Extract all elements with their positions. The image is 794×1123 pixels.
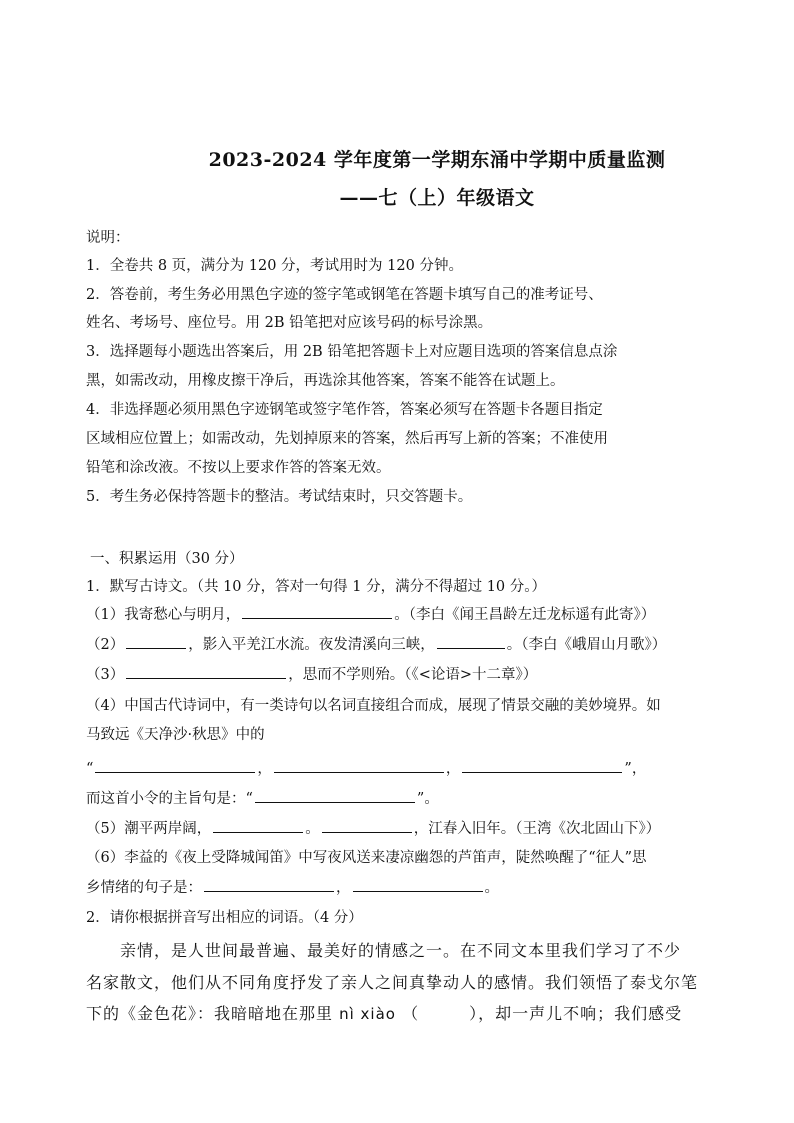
answer-blank[interactable] [255,788,415,803]
text: 下的《金色花》：我暗暗地在那里 [86,1004,334,1023]
instruction-line: 4．非选择题必须用黑色字迹钢笔或签字笔作答，答案必须写在答题卡各题目指定 [86,402,603,418]
text: ， [445,761,461,777]
question-1-part-6-cont [86,877,499,898]
question-2-paragraph [86,1004,682,1024]
answer-blank[interactable] [126,664,286,679]
text: “ [86,761,94,777]
text: ，影入平羌江水流。夜发清溪向三峡， [188,637,435,653]
answer-blank[interactable] [242,604,392,619]
question-1-part-1 [86,604,655,625]
text: （ [402,1004,420,1023]
instruction-line: 区域相应位置上；如需改动，先划掉原来的答案，然后再写上新的答案；不准使用 [86,431,608,447]
question-1-stem: 1．默写古诗文。（共 10 分，答对一句得 1 分，满分不得超过 10 分。） [86,579,547,595]
question-1-part-5 [86,818,660,839]
answer-blank[interactable] [274,758,444,773]
answer-blank[interactable] [462,758,622,773]
question-1-part-4-cont: 马致远《天净沙·秋思》中的 [86,727,265,743]
question-1-part-4-blanks [86,758,646,779]
text: （1）我寄愁心与明月， [86,607,241,623]
text: 而这首小令的主旨句是：“ [86,791,253,807]
answer-blank[interactable] [95,758,255,773]
answer-blank[interactable] [204,877,334,892]
question-1-part-4: （4）中国古代诗词中，有一类诗句以名词直接组合而成，展现了情景交融的美妙境界。如 [86,698,661,714]
text: 。（李白《闻王昌龄左迁龙标遥有此寄》） [394,607,656,623]
question-2-paragraph: 名家散文，他们从不同角度抒发了亲人之间真挚动人的感情。我们领悟了泰戈尔笔 [86,973,699,992]
text: ，江春入旧年。（王湾《次北固山下》） [413,821,661,837]
text: ”。 [416,791,439,807]
question-1-part-2 [86,634,666,655]
text: ， [257,761,272,777]
page-subtitle: ——七（上）年级语文 [339,187,535,209]
instruction-line: 1．全卷共 8 页，满分为 120 分，考试用时为 120 分钟。 [86,258,463,274]
text: ”， [624,761,647,777]
instruction-line: 姓名、考场号、座位号。用 2B 铅笔把对应该号码的标号涂黑。 [86,315,493,331]
answer-blank[interactable] [353,877,483,892]
answer-blank[interactable] [322,818,412,833]
text: ），却一声儿不响；我们感受 [469,1004,683,1023]
text: 。 [484,880,499,896]
instruction-line: 3．选择题每小题选出答案后，用 2B 铅笔把答题卡上对应题目选项的答案信息点涂 [86,344,618,360]
instruction-line: 2．答卷前，考生务必用黑色字迹的签字笔或钢笔在答题卡填写自己的准考证号、 [86,287,603,303]
question-1-part-6: （6）李益的《夜上受降城闻笛》中写夜风送来凄凉幽怨的芦笛声，陡然唤醒了“征人”思 [86,850,647,866]
instruction-line: 铅笔和涂改液。不按以上要求作答的答案无效。 [86,460,391,476]
question-1-part-3 [86,664,537,685]
text: ， [336,880,351,896]
page-title: 2023-2024 学年度第一学期东涌中学期中质量监测 [208,149,666,171]
question-2-stem: 2．请你根据拼音写出相应的词语。（4 分） [86,910,363,926]
text: 乡情绪的句子是： [86,880,202,896]
instruction-line: 黑，如需改动，用橡皮擦干净后，再选涂其他答案，答案不能答在试题上。 [86,373,565,389]
instructions-heading: 说明： [86,230,130,246]
text: 。（李白《峨眉山月歌》） [506,637,667,653]
text: （3） [86,667,125,683]
answer-blank[interactable] [213,818,303,833]
text: 。 [305,821,320,837]
text: （2） [86,637,125,653]
text: ，思而不学则殆。（《<论语>十二章》） [288,667,538,683]
question-2-paragraph: 亲情，是人世间最普遍、最美好的情感之一。在不同文本里我们学习了不少 [120,941,682,960]
answer-blank[interactable] [437,634,505,649]
section-heading: 一、积累运用（30 分） [90,551,244,567]
question-1-part-4-theme [86,788,439,809]
answer-blank[interactable] [126,634,186,649]
instruction-line: 5．考生务必保持答题卡的整洁。考试结束时，只交答题卡。 [86,489,473,505]
text: （5）潮平两岸阔， [86,821,212,837]
pinyin-text: nì xiào [339,1005,396,1023]
